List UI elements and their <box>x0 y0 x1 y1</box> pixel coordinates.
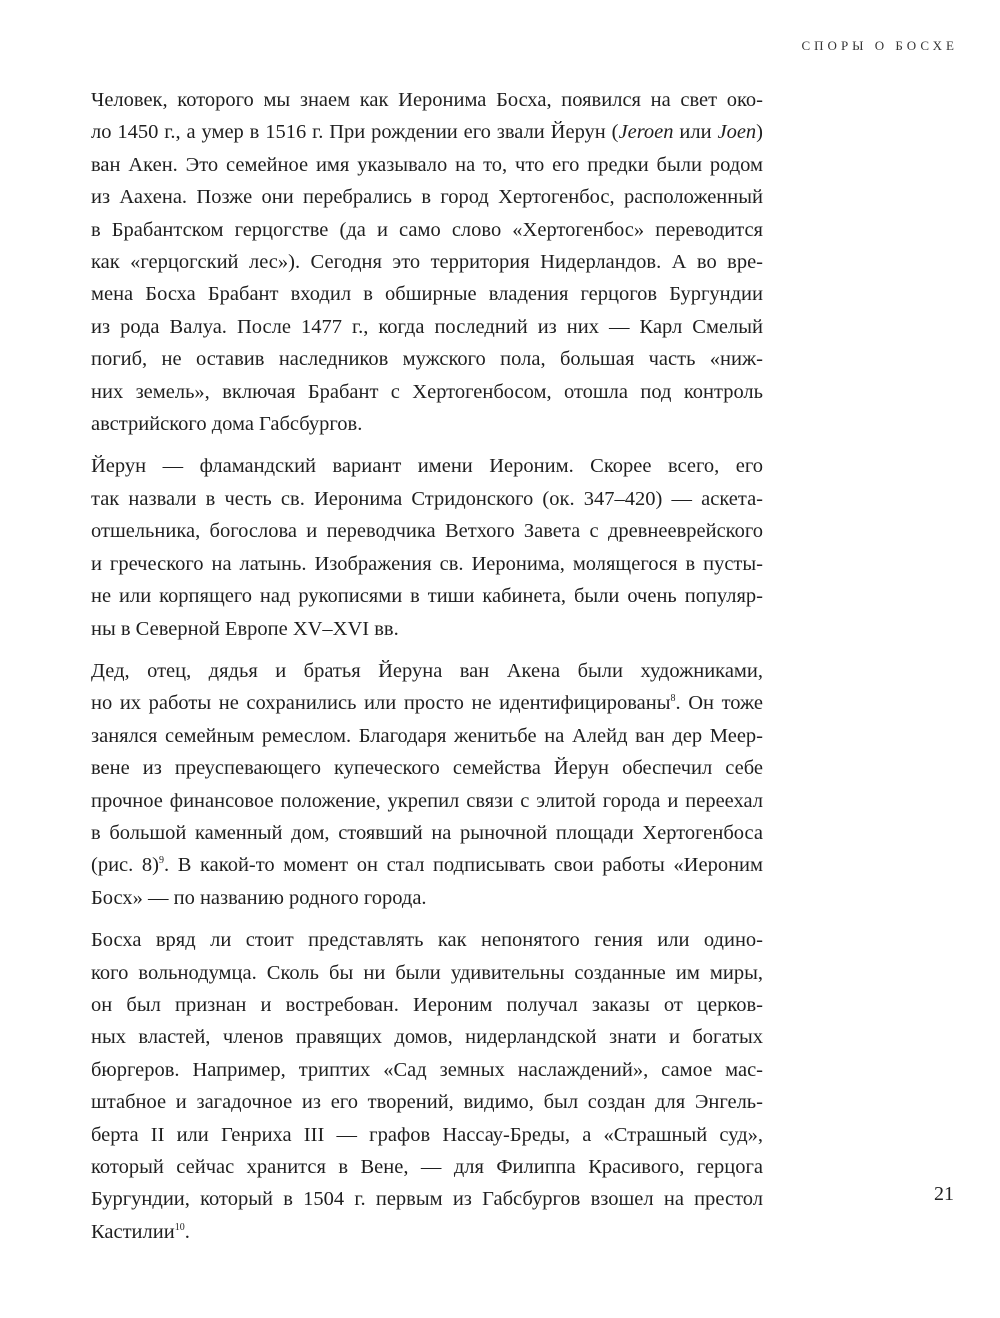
text-line: Босх» — по названию родного города. <box>91 886 427 909</box>
text-line: и греческого на латынь. Изображения св. Иеронима, молящегося в пусты- <box>91 552 763 575</box>
paragraph-4 <box>91 924 763 1248</box>
italic-word: Joen <box>717 121 757 144</box>
text-line: Босха вряд ли стоит представлять как непонятого гения или одино- <box>91 929 763 952</box>
text-line: Человек, которого мы знаем как Иеронима Босха, появился на свет око- <box>91 89 763 111</box>
text-line-italic: ло 1450 г., а умер в 1516 г. При рождении его звали Йерун (Jeroen или Joen) <box>91 121 763 144</box>
text-line: Бургундии, который в 1504 г. первым из Габсбургов взошел на престол <box>91 1188 763 1211</box>
footnote-marker[interactable]: 9 <box>158 855 164 867</box>
text-line: как «герцогский лес»). Сегодня это территория Нидерландов. А во вре- <box>91 251 763 274</box>
text-line: ван Акен. Это семейное имя указывало на то, что его предки были родом <box>91 153 763 176</box>
italic-word: Jeroen <box>618 121 674 144</box>
text-line: вене из преуспевающего купеческого семейства Йерун обеспечил себе <box>91 757 763 780</box>
text-line: мена Босха Брабант входил в обширные владения герцогов Бургундии <box>91 283 763 306</box>
text-line: австрийского дома Габсбургов. <box>91 413 363 436</box>
text-line: (рис. 8)$^9$. В какой-то момент он стал подписывать свои работы «Иероним <box>91 854 763 877</box>
text-line: штабное и загадочное из его творений, видимо, был создан для Энгель- <box>91 1091 763 1114</box>
paragraph-3 <box>91 655 763 914</box>
text-line: них земель», включая Брабант с Хертогенбосом, отошла под контроль <box>91 380 763 403</box>
text-line: Кастилии$^{10}$. <box>91 1220 190 1243</box>
text-line: так назвали в честь св. Иеронима Стридонского (ок. 347–420) — аскета- <box>91 487 763 510</box>
page-number: 21 <box>934 1183 954 1205</box>
text-line: в большой каменный дом, стоявший на рыночной площади Хертогенбоса <box>91 821 763 844</box>
text-line: кого вольнодумца. Сколь бы ни были удивительны созданные им миры, <box>91 961 763 984</box>
footnote-marker[interactable]: 10 <box>174 1221 185 1233</box>
text-line: Йерун — фламандский вариант имени Иероним. Скорее всего, его <box>91 455 763 478</box>
text-line: бюргеров. Например, триптих «Сад земных наслаждений», самое мас- <box>91 1058 763 1081</box>
running-head: СПОРЫ О БОСХЕ <box>801 38 958 53</box>
text-line: Дед, отец, дядья и братья Йеруна ван Акена были художниками, <box>91 659 763 682</box>
text-line: ны в Северной Европе XV–XVI вв. <box>91 617 399 640</box>
text-line: который сейчас хранится в Вене, — для Филиппа Красивого, герцога <box>91 1156 763 1178</box>
text-line: не или корпящего над рукописями в тиши кабинета, были очень популяр- <box>91 585 763 608</box>
text-line: он был признан и востребован. Иероним получал заказы от церков- <box>91 993 763 1016</box>
text-line: из рода Валуа. После 1477 г., когда последний из них — Карл Смелый <box>91 315 763 338</box>
text-line: но их работы не сохранились или просто не идентифицированы$^8$. Он тоже <box>91 692 763 715</box>
footnote-marker[interactable]: 8 <box>670 693 676 705</box>
paragraph-1 <box>91 84 763 440</box>
text-line: из Аахена. Позже они перебрались в город Хертогенбос, расположенный <box>91 186 763 209</box>
paragraph-2 <box>91 450 763 644</box>
body-text <box>91 84 763 1258</box>
text-line: погиб, не оставив наследников мужского пола, большая часть «ниж- <box>91 348 763 371</box>
text-line: в Брабантском герцогстве (да и само слово «Хертогенбос» переводится <box>91 218 763 241</box>
text-line: прочное финансовое положение, укрепил связи с элитой города и переехал <box>91 789 763 812</box>
text-line: берта II или Генриха III — графов Нассау-Бреды, а «Страшный суд», <box>91 1123 763 1146</box>
text-line: ных властей, членов правящих домов, нидерландской знати и богатых <box>91 1026 763 1049</box>
text-line: занялся семейным ремеслом. Благодаря женитьбе на Алейд ван дер Меер- <box>91 724 763 747</box>
text-line: отшельника, богослова и переводчика Ветхого Завета с древнееврейского <box>91 520 763 543</box>
